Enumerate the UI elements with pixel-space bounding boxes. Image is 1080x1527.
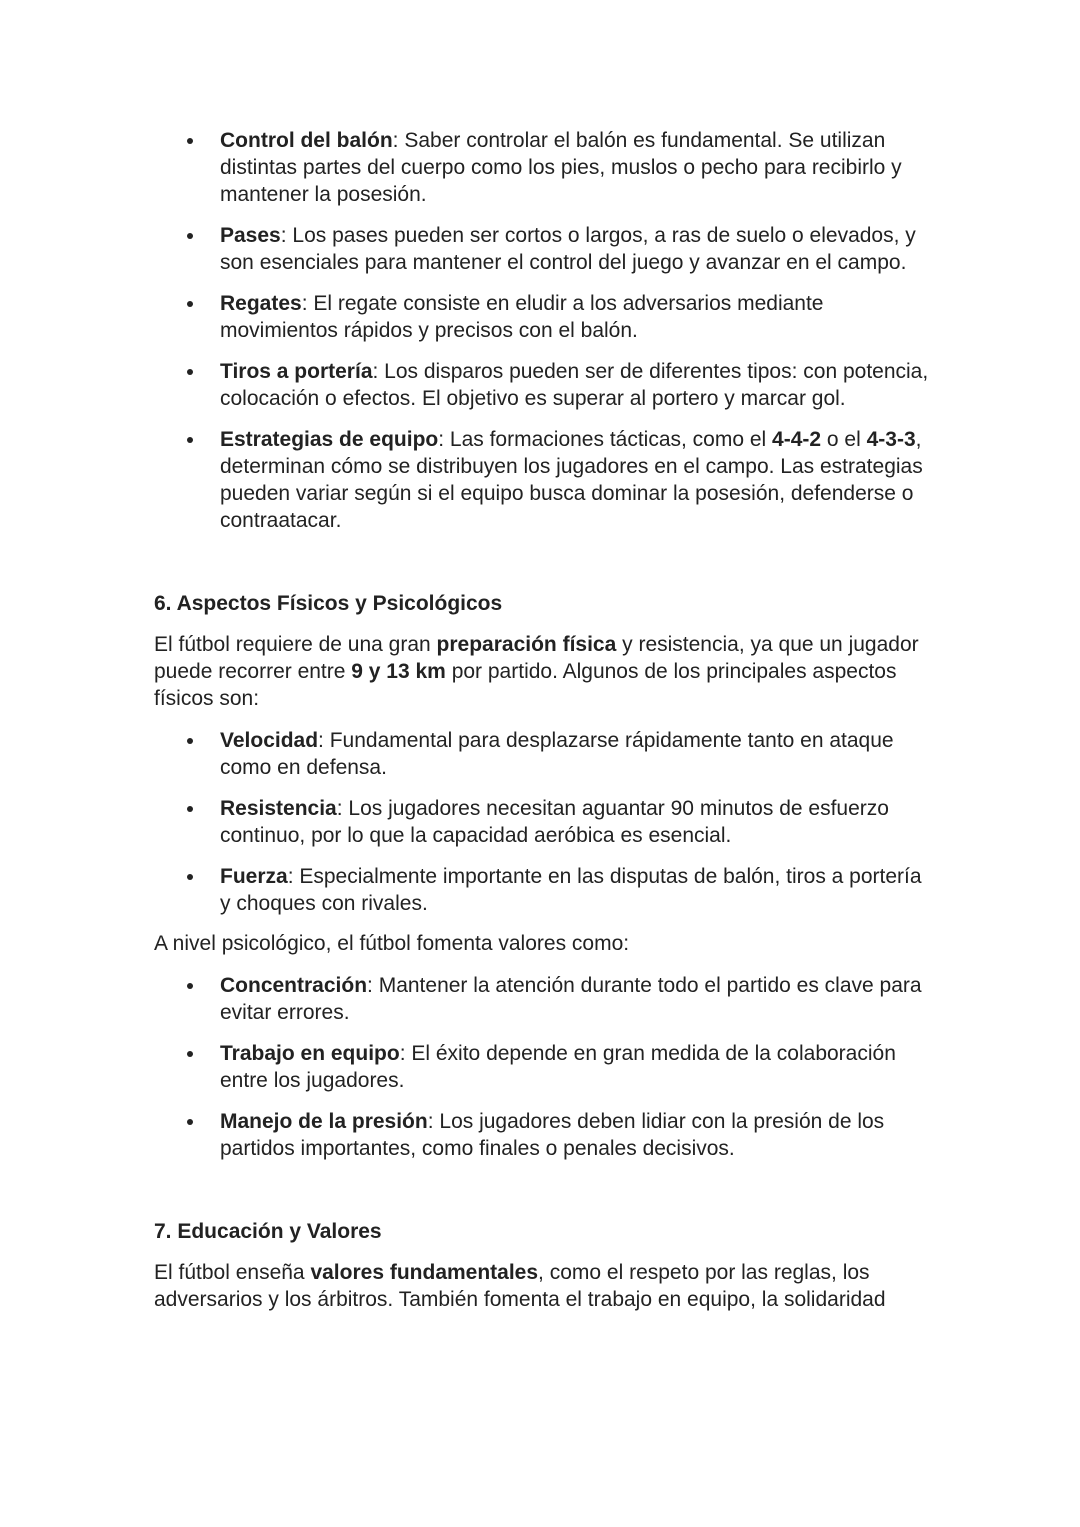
list-item [154,358,929,412]
text-run: : Especialmente importante en las disputas de balón, tiros a portería y choques con rivales. [220,865,922,915]
paragraph [154,631,929,712]
bold-text: 9 y 13 km [351,660,446,683]
text-run: , determinan cómo se distribuyen los jugadores en el campo. Las estrategias pueden variar según si el equipo busca dominar la posesión, defenderse o contraatacar. [220,428,923,532]
bullet-list [154,972,929,1162]
text-run: y resistencia, ya que un jugador puede recorrer entre [154,633,919,683]
bold-text: Regates [220,292,302,315]
text-run: A nivel psicológico, el fútbol fomenta valores como: [154,932,630,955]
section-heading: 6. Aspectos Físicos y Psicológicos [154,592,503,615]
text-run: : El éxito depende en gran medida de la colaboración entre los jugadores. [220,1042,896,1092]
text-run: : Los jugadores necesitan aguantar 90 minutos de esfuerzo continuo, por lo que la capacidad aeróbica es esencial. [220,797,889,847]
bold-text: 4-3-3 [866,428,916,451]
list-item [154,1108,929,1162]
text-run: : Los disparos pueden ser de diferentes tipos: con potencia, colocación o efectos. El objetivo es superar al portero y marcar gol. [220,360,929,410]
list-item [154,795,929,849]
bold-text: Trabajo en equipo [220,1042,400,1065]
bold-text: Resistencia [220,797,337,820]
text-run: : Las formaciones tácticas, como el [438,428,773,451]
bold-text: Concentración [220,974,368,997]
bold-text: Velocidad [220,729,319,752]
bold-text: Manejo de la presión [220,1110,428,1133]
document-page [154,127,929,1328]
bold-text: 4-4-2 [772,428,822,451]
section-heading: 7. Educación y Valores [154,1220,382,1243]
bold-text: preparación física [436,633,617,656]
text-run: : Saber controlar el balón es fundamental. Se utilizan distintas partes del cuerpo como los pies, muslos o pecho para recibirlo y mantener la posesión. [220,129,902,206]
list-item [154,972,929,1026]
bold-text: Tiros a portería [220,360,373,383]
list-item [154,127,929,208]
text-run: : Los jugadores deben lidiar con la presión de los partidos importantes, como finales o penales decisivos. [220,1110,885,1160]
bold-text: Control del balón [220,129,393,152]
text-run: : El regate consiste en eludir a los adversarios mediante movimientos rápidos y precisos con el balón. [220,292,824,342]
list-item [154,727,929,781]
list-item [154,222,929,276]
text-run: : Mantener la atención durante todo el partido es clave para evitar errores. [220,974,922,1024]
bullet-list [154,727,929,917]
bold-text: Estrategias de equipo [220,428,439,451]
paragraph [154,930,929,957]
list-item [154,863,929,917]
list-item [154,426,929,534]
text-run: , como el respeto por las reglas, los adversarios y los árbitros. También fomenta el trabajo en equipo, la solidaridad [154,1261,886,1311]
list-item [154,1040,929,1094]
list-item [154,290,929,344]
bold-text: Fuerza [220,865,288,888]
paragraph [154,1259,929,1313]
text-run: : Los pases pueden ser cortos o largos, a ras de suelo o elevados, y son esenciales para mantener el control del juego y avanzar en el campo. [220,224,916,274]
bold-text: Pases [220,224,281,247]
text-run: : Fundamental para desplazarse rápidamente tanto en ataque como en defensa. [220,729,894,779]
text-run: El fútbol requiere de una gran [154,633,437,656]
bullet-list [154,127,929,534]
text-run: El fútbol enseña [154,1261,311,1284]
text-run: por partido. Algunos de los principales aspectos físicos son: [154,660,897,710]
bold-text: valores fundamentales [310,1261,539,1284]
text-run: o el [821,428,867,451]
